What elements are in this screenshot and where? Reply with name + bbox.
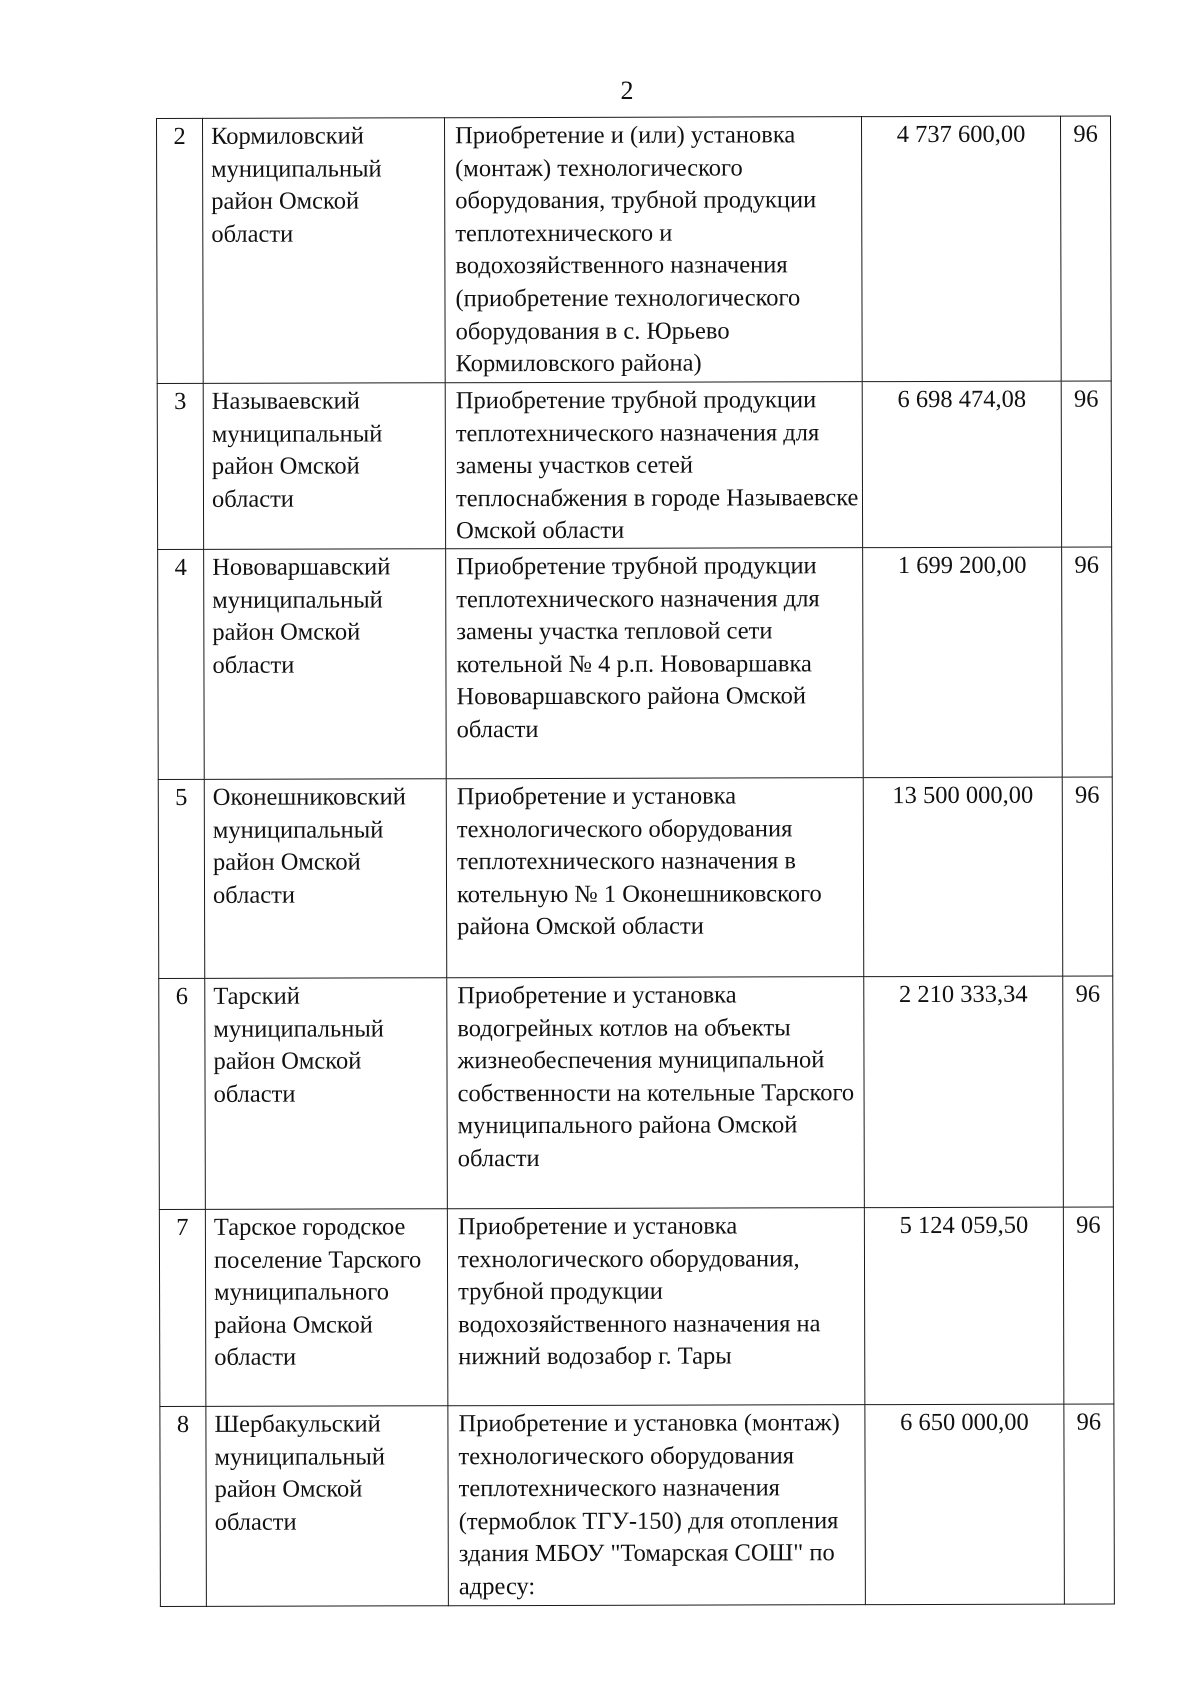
row-number: 5: [158, 779, 205, 978]
row-number: 7: [159, 1209, 206, 1406]
amount-cell: 2 210 333,34: [864, 976, 1064, 1208]
municipality-cell: Кормиловский муниципальный район Омской области: [203, 118, 446, 384]
municipality-cell: Тарское городское поселение Тарского муниципального района Омской области: [205, 1209, 448, 1407]
row-number: 6: [159, 978, 206, 1209]
description-cell: Приобретение и (или) установка (монтаж) технологического оборудования, трубной продукции теплотехнического и водохозяйственного назначения (приобретение технологического оборудования в с. Юрьево Кормиловского района): [445, 117, 863, 383]
description-cell: Приобретение и установка технологического оборудования теплотехнического назначения в котельную № 1 Оконешниковского района Омской области: [446, 778, 864, 978]
share-cell: 96: [1063, 1207, 1114, 1404]
municipality-cell: Оконешниковский муниципальный район Омской области: [204, 779, 447, 979]
table-row: [160, 1404, 1115, 1606]
municipality-cell: Шербакульский муниципальный район Омской области: [206, 1406, 449, 1607]
share-cell: 96: [1062, 547, 1113, 777]
amount-cell: 6 650 000,00: [865, 1404, 1065, 1605]
municipality-cell: Нововаршавский муниципальный район Омской области: [204, 549, 447, 780]
share-cell: 96: [1064, 1404, 1115, 1604]
row-number: 2: [157, 118, 204, 383]
subsidy-table: [156, 115, 1115, 1606]
description-cell: Приобретение и установка технологического оборудования, трубной продукции водохозяйственного назначения на нижний водозабор г. Тары: [447, 1208, 865, 1406]
table-row: [157, 381, 1111, 549]
description-cell: Приобретение трубной продукции теплотехнического назначения для замены участка тепловой сети котельной № 4 р.п. Нововаршавка Нововаршавского района Омской области: [446, 548, 864, 779]
table-row: [159, 976, 1114, 1209]
share-cell: 96: [1063, 976, 1114, 1207]
amount-cell: 4 737 600,00: [861, 116, 1061, 382]
row-number: 8: [160, 1406, 207, 1606]
table-row: [159, 1207, 1114, 1406]
amount-cell: 13 500 000,00: [863, 777, 1063, 977]
description-cell: Приобретение и установка водогрейных котлов на объекты жизнеобеспечения муниципальной собственности на котельные Тарского муниципального района Омской области: [447, 977, 865, 1209]
municipality-cell: Тарский муниципальный район Омской области: [205, 978, 448, 1210]
amount-cell: 6 698 474,08: [862, 381, 1061, 547]
share-cell: 96: [1061, 381, 1111, 547]
amount-cell: 1 699 200,00: [863, 547, 1063, 778]
description-cell: Приобретение трубной продукции теплотехнического назначения для замены участков сетей теплоснабжения в городе Называевске Омской области: [445, 382, 862, 549]
municipality-cell: Называевский муниципальный район Омской области: [203, 383, 445, 550]
row-number: 4: [158, 549, 205, 779]
page-number: 2: [620, 76, 634, 105]
table-row: [157, 116, 1112, 383]
amount-cell: 5 124 059,50: [864, 1207, 1064, 1405]
description-cell: Приобретение и установка (монтаж) технологического оборудования теплотехнического назначения (термоблок ТГУ-150) для отопления здания МБОУ "Томарская СОШ" по адресу:: [448, 1405, 866, 1606]
share-cell: 96: [1062, 777, 1113, 976]
table-row: [158, 547, 1113, 779]
table-row: [158, 777, 1113, 978]
row-number: 3: [157, 383, 203, 549]
share-cell: 96: [1060, 116, 1111, 381]
